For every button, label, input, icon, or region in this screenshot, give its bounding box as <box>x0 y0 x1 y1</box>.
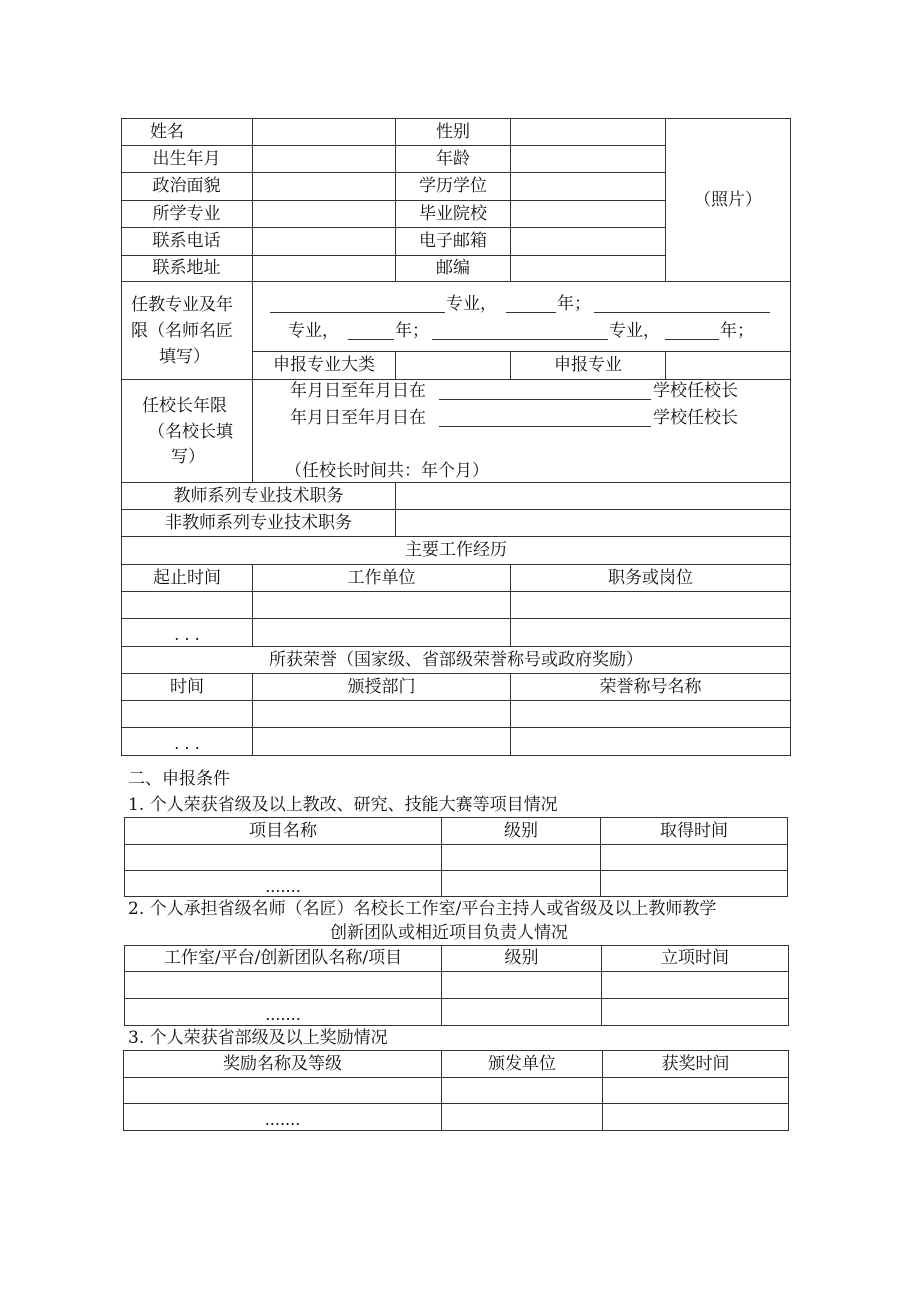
email-field[interactable] <box>511 228 665 255</box>
non-teacher-title-field[interactable] <box>396 510 790 536</box>
school-label: 毕业院校 <box>419 203 487 224</box>
gender-label: 性别 <box>436 122 470 142</box>
principal-total: （任校长时间共：年个月） <box>285 461 489 481</box>
political-label: 政治面貌 <box>152 176 221 196</box>
honors-col-dept: 颁授部门 <box>347 676 416 697</box>
teaching-year-blank-3[interactable] <box>665 323 719 340</box>
age-field[interactable] <box>511 146 665 172</box>
school-field[interactable] <box>511 201 665 227</box>
honors-heading: 所获荣誉（国家级、省部级荣誉称号或政府奖励） <box>269 649 643 670</box>
teaching-year-suffix-3: 年； <box>720 321 754 341</box>
apply-major-field[interactable] <box>666 352 790 379</box>
principal-school-blank-2[interactable] <box>439 410 651 427</box>
teaching-major-blank-3[interactable] <box>432 323 608 340</box>
teaching-label-line2: 限（名师名匠 <box>131 321 233 341</box>
s3-col-issuer: 颁发单位 <box>488 1053 556 1074</box>
apply-major-label: 申报专业 <box>554 355 622 375</box>
major-label: 所学专业 <box>152 203 221 224</box>
address-label: 联系地址 <box>152 258 221 278</box>
conditions-heading: 二、申报条件 <box>128 769 230 789</box>
principal-period-suffix-1: 学校任校长 <box>653 381 738 401</box>
principal-period-prefix-1: 年月日至年月日在 <box>290 381 426 401</box>
teacher-title-field[interactable] <box>396 483 790 509</box>
work-col-post: 职务或岗位 <box>608 567 693 588</box>
teaching-major-suffix-1: 专业， <box>446 294 497 314</box>
teaching-label-line1: 任教专业及年 <box>131 295 233 315</box>
apply-category-field[interactable] <box>396 352 510 379</box>
work-history-heading: 主要工作经历 <box>405 540 507 560</box>
birth-label: 出生年月 <box>152 148 221 169</box>
teaching-label-line3: 填写） <box>159 347 210 367</box>
honors-row-1[interactable] <box>122 701 790 727</box>
s2-title-line2: 创新团队或相近项目负责人情况 <box>330 923 568 943</box>
s2-col-studio: 工作室/平台/创新团队名称/项目 <box>163 948 403 968</box>
teaching-year-blank-2[interactable] <box>348 323 394 340</box>
s1-col-date: 取得时间 <box>660 820 728 841</box>
teaching-major-suffix-2: 专业， <box>288 321 339 341</box>
s1-col-level: 级别 <box>504 820 538 841</box>
work-col-time: 起止时间 <box>153 567 221 588</box>
s1-title: 1. 个人荣获省级及以上教改、研究、技能大赛等项目情况 <box>128 795 558 815</box>
honors-col-name: 荣誉称号名称 <box>599 676 702 697</box>
principal-period-prefix-2: 年月日至年月日在 <box>290 408 426 428</box>
honors-row-ellipsis: . . . <box>174 734 200 753</box>
name-field[interactable] <box>253 119 395 145</box>
gender-field[interactable] <box>511 119 665 145</box>
name-label: 姓名 <box>150 122 184 142</box>
principal-label-line3: 写） <box>171 447 205 467</box>
age-label: 年龄 <box>436 148 470 169</box>
major-field[interactable] <box>253 201 395 227</box>
teaching-major-suffix-3: 专业， <box>609 321 660 341</box>
apply-category-label: 申报专业大类 <box>273 355 375 375</box>
s3-row-ellipsis: ....... <box>264 1110 301 1129</box>
principal-label-line1: 任校长年限 <box>142 396 227 416</box>
teaching-major-blank-2[interactable] <box>594 296 770 313</box>
work-row-ellipsis: . . . <box>174 625 200 644</box>
s2-row-ellipsis: ....... <box>265 1005 301 1024</box>
s3-col-date: 获奖时间 <box>661 1053 730 1074</box>
s3-row-1[interactable] <box>124 1078 788 1103</box>
principal-period-suffix-2: 学校任校长 <box>653 408 738 428</box>
s2-title-line1: 2. 个人承担省级名师（名匠）名校长工作室/平台主持人或省级及以上教师教学 <box>128 899 717 919</box>
principal-school-blank-1[interactable] <box>439 383 651 400</box>
non-teacher-title-label: 非教师系列专业技术职务 <box>165 512 352 533</box>
s3-title: 3. 个人荣获省部级及以上奖励情况 <box>128 1028 388 1048</box>
address-field[interactable] <box>253 256 395 281</box>
principal-label-line2: （名校长填 <box>148 422 233 442</box>
email-label: 电子邮箱 <box>419 231 487 251</box>
postcode-label: 邮编 <box>436 258 470 278</box>
honors-col-time: 时间 <box>170 676 204 697</box>
political-field[interactable] <box>253 173 395 200</box>
phone-label: 联系电话 <box>152 231 221 251</box>
photo-placeholder[interactable]: （照片） <box>694 189 762 210</box>
s1-row-1[interactable] <box>125 845 787 870</box>
s2-col-level: 级别 <box>504 948 539 968</box>
degree-label: 学历学位 <box>419 176 487 196</box>
s2-col-date: 立项时间 <box>661 948 729 968</box>
s1-col-project: 项目名称 <box>249 820 317 841</box>
teaching-major-blank-1[interactable] <box>270 296 445 313</box>
work-row-1[interactable] <box>122 592 790 618</box>
s1-row-ellipsis: ....... <box>265 876 301 896</box>
degree-field[interactable] <box>511 173 665 200</box>
s3-col-award: 奖励名称及等级 <box>223 1053 342 1074</box>
teacher-title-label: 教师系列专业技术职务 <box>173 485 344 506</box>
phone-field[interactable] <box>253 228 395 255</box>
teaching-year-blank-1[interactable] <box>506 296 556 313</box>
s2-row-1[interactable] <box>125 972 788 998</box>
postcode-field[interactable] <box>511 256 665 281</box>
work-col-unit: 工作单位 <box>347 567 416 588</box>
teaching-year-suffix-1: 年； <box>557 294 591 314</box>
birth-field[interactable] <box>253 146 395 172</box>
teaching-year-suffix-2: 年； <box>395 321 429 341</box>
